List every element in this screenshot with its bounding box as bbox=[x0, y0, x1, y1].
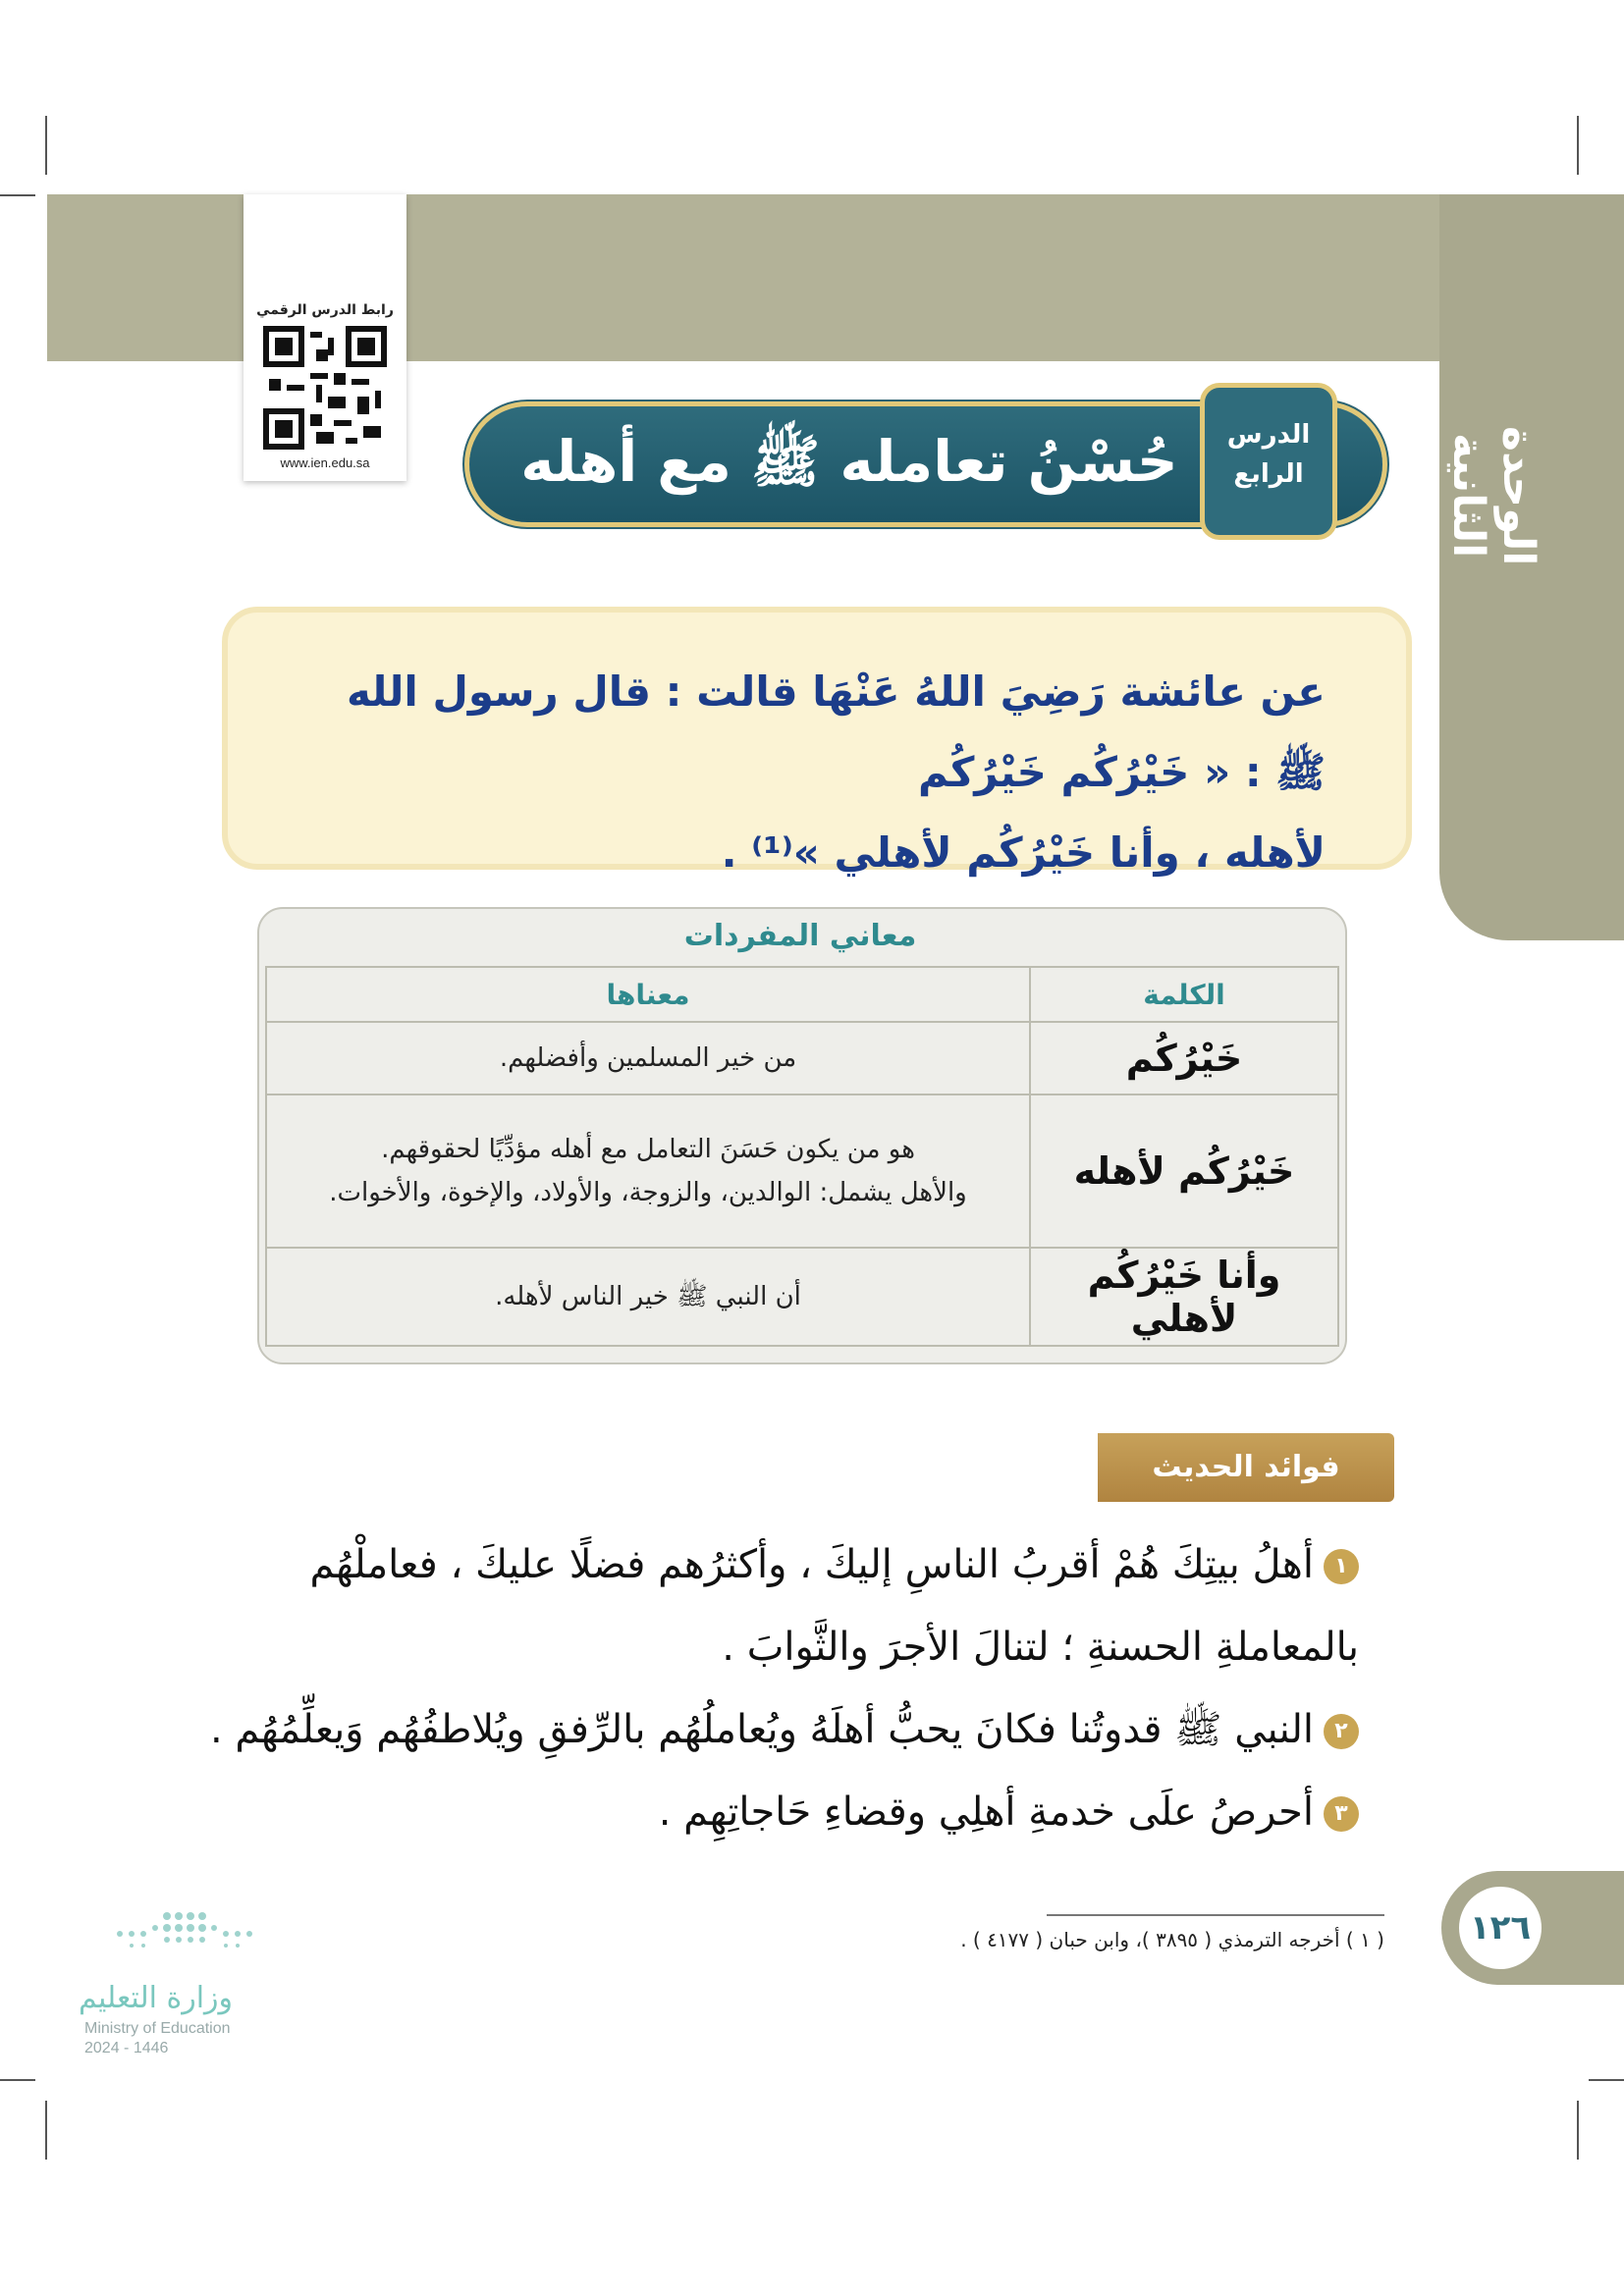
benefit-item bbox=[196, 1523, 1359, 1688]
benefit-number: ٢ bbox=[1324, 1714, 1359, 1749]
table-row bbox=[266, 1095, 1338, 1248]
vocab-meaning: أن النبي ﷺ خير الناس لأهله. bbox=[266, 1248, 1030, 1346]
benefit-item bbox=[196, 1688, 1359, 1771]
benefit-number: ١ bbox=[1324, 1549, 1359, 1584]
crop-mark bbox=[45, 116, 47, 175]
col-meaning-header: معناها bbox=[266, 967, 1030, 1022]
vocab-title: معاني المفردات bbox=[683, 919, 917, 953]
hadith-line: لأهله ، وأنا خَيْرُكُم لأهلي »⁽¹⁾ . bbox=[721, 828, 1326, 877]
vocab-word: وأنا خَيْرُكُم لأهلي bbox=[1030, 1248, 1338, 1346]
crop-mark bbox=[0, 2079, 35, 2081]
qr-url[interactable]: www.ien.edu.sa bbox=[280, 455, 370, 470]
hadith-line: عن عائشة رَضِيَ اللهُ عَنْهَا قالت : قال رسول الله ﷺ : « خَيْرُكُم خَيْرُكُم bbox=[347, 667, 1326, 796]
crop-mark bbox=[1589, 2079, 1624, 2081]
vocab-word: خَيْرُكُم لأهله bbox=[1030, 1095, 1338, 1248]
vocab-meaning: من خير المسلمين وأفضلهم. bbox=[266, 1022, 1030, 1095]
footnote: ( ١ ) أخرجه الترمذي ( ٣٨٩٥ )، وابن حبان ( ٤١٧٧ ) . bbox=[960, 1928, 1384, 1951]
benefit-text: أحرصُ علَى خدمةِ أهلِي وقضاءِ حَاجاتِهِم . bbox=[658, 1789, 1314, 1835]
vocab-meaning-line: هو من يكون حَسَنَ التعامل مع أهله مؤدِّيًا لحقوقهم. bbox=[381, 1135, 915, 1164]
benefits-title: فوائد الحديث bbox=[1098, 1433, 1394, 1502]
ministry-year: 2024 - 1446 bbox=[84, 2040, 169, 2056]
qr-label: رابط الدرس الرقمي bbox=[256, 302, 394, 318]
table-row bbox=[266, 1022, 1338, 1095]
vocab-meaning-line: والأهل يشمل: الوالدين، والزوجة، والأولاد، والإخوة، والأخوات. bbox=[329, 1178, 967, 1207]
hadith-text bbox=[304, 652, 1326, 893]
crop-mark bbox=[45, 2101, 47, 2160]
col-word-header: الكلمة bbox=[1030, 967, 1338, 1022]
table-header-row bbox=[266, 967, 1338, 1022]
qr-code-icon[interactable] bbox=[263, 326, 387, 450]
lesson-tab bbox=[1200, 383, 1337, 540]
ministry-name-en: Ministry of Education bbox=[84, 2020, 231, 2037]
lesson-tab-line2: الرابع bbox=[1233, 459, 1304, 489]
qr-card[interactable] bbox=[244, 194, 406, 481]
crop-mark bbox=[1577, 2101, 1579, 2160]
vocab-table bbox=[265, 966, 1339, 1347]
benefit-item bbox=[196, 1771, 1359, 1853]
benefit-text: أهلُ بيتِكَ هُمْ أقربُ الناسِ إليكَ ، وأكثرُهم فضلًا عليكَ ، فعاملْهُم بالمعاملةِ الحسنةِ ؛ لتنالَ الأجرَ والثَّوابَ . bbox=[309, 1542, 1359, 1670]
benefit-text: النبي ﷺ قدوتُنا فكانَ يحبُّ أهلَهُ ويُعاملُهُم بالرِّفقِ ويُلاطفُهُم وَيعلِّمُهُم . bbox=[209, 1707, 1314, 1752]
ministry-name-ar: وزارة التعليم bbox=[79, 1981, 234, 2015]
crop-mark bbox=[1577, 116, 1579, 175]
benefit-number: ٣ bbox=[1324, 1796, 1359, 1832]
vocab-meaning bbox=[266, 1095, 1030, 1248]
vocab-word: خَيْرُكُم bbox=[1030, 1022, 1338, 1095]
crop-mark bbox=[0, 194, 35, 196]
page-number: ١٢٦ bbox=[1459, 1887, 1542, 1969]
table-row bbox=[266, 1248, 1338, 1346]
lesson-tab-line1: الدرس bbox=[1226, 420, 1311, 450]
unit-title: الوحدة الثانية bbox=[1443, 425, 1543, 566]
footnote-divider bbox=[1047, 1914, 1384, 1916]
lesson-title: حُسْنُ تعامله ﷺ مع أهله bbox=[520, 428, 1178, 495]
